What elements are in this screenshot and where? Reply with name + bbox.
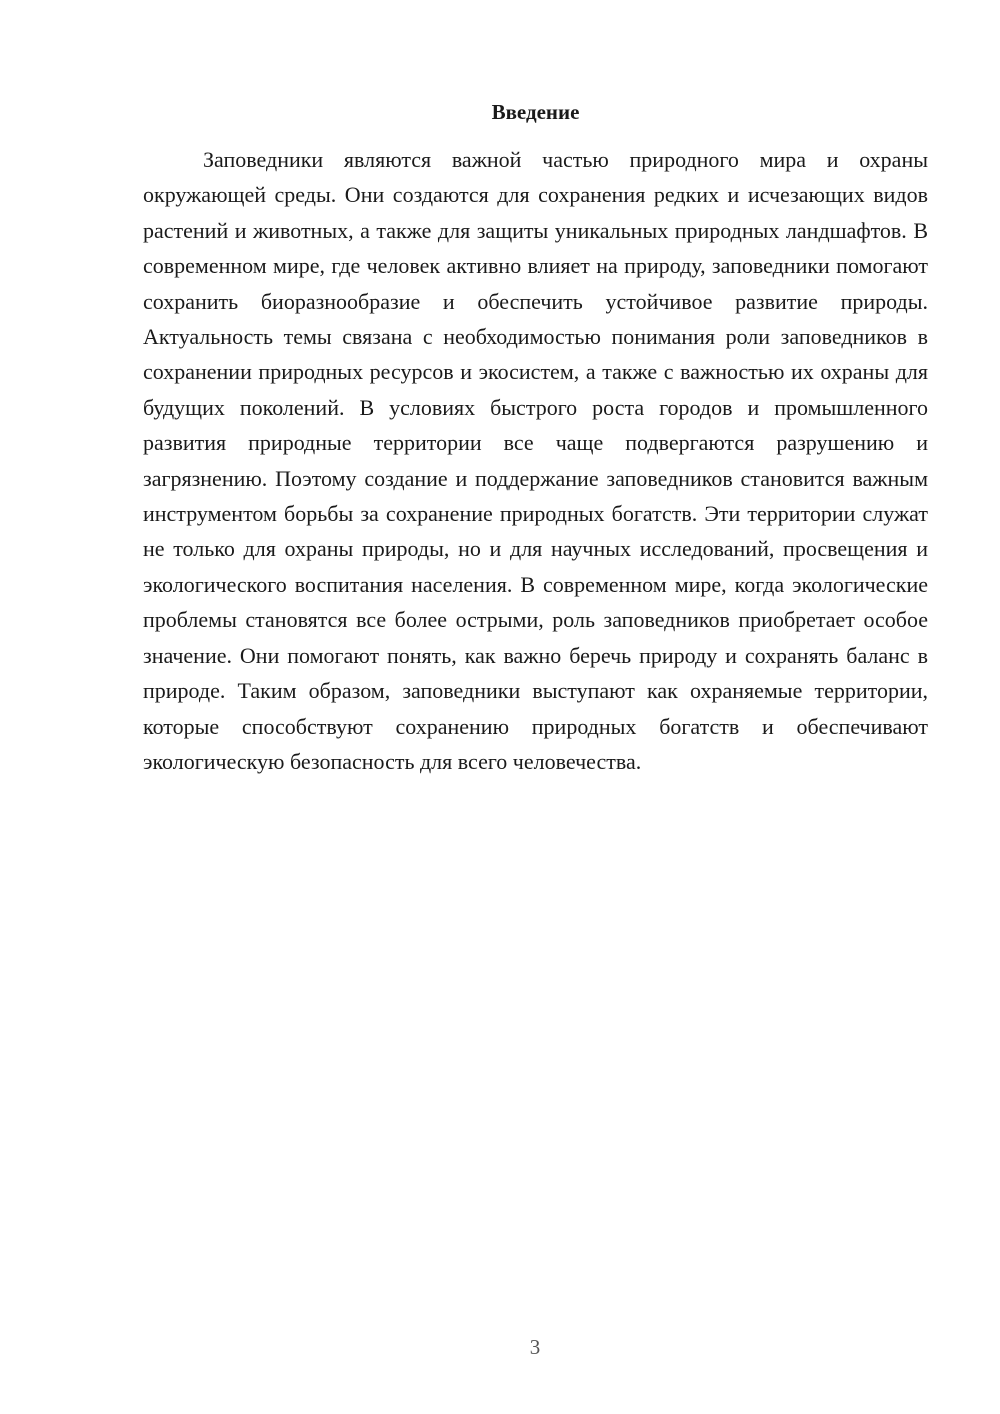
page-number: 3	[529, 1335, 541, 1359]
body-paragraph: Заповедники являются важной частью природного мира и охраны окружающей среды. Они создаются для сохранения редких и исчезающих видов растений и животных, а также для защиты уникальных природных ландшафтов. В современном мире, где человек активно влияет на природу, заповедники помогают сохранить биоразнообразие и обеспечить устойчивое развитие природы. Актуальность темы связана с необходимостью понимания роли заповедников в сохранении природных ресурсов и экосистем, а также с важностью их охраны для будущих поколений. В условиях быстрого роста городов и промышленного развития природные территории все чаще подвергаются разрушению и загрязнению. Поэтому создание и поддержание заповедников становится важным инструментом борьбы за сохранение природных богатств. Эти территории служат не только для охраны природы, но и для научных исследований, просвещения и экологического воспитания населения. В современном мире, когда экологические проблемы становятся все более острыми, роль заповедников приобретает особое значение. Они помогают понять, как важно беречь природу и сохранять баланс в природе. Таким образом, заповедники выступают как охраняемые территории, которые способствуют сохранению природных богатств и обеспечивают экологическую безопасность для всего человечества.	[143, 147, 928, 774]
section-heading: Введение	[491, 100, 580, 124]
